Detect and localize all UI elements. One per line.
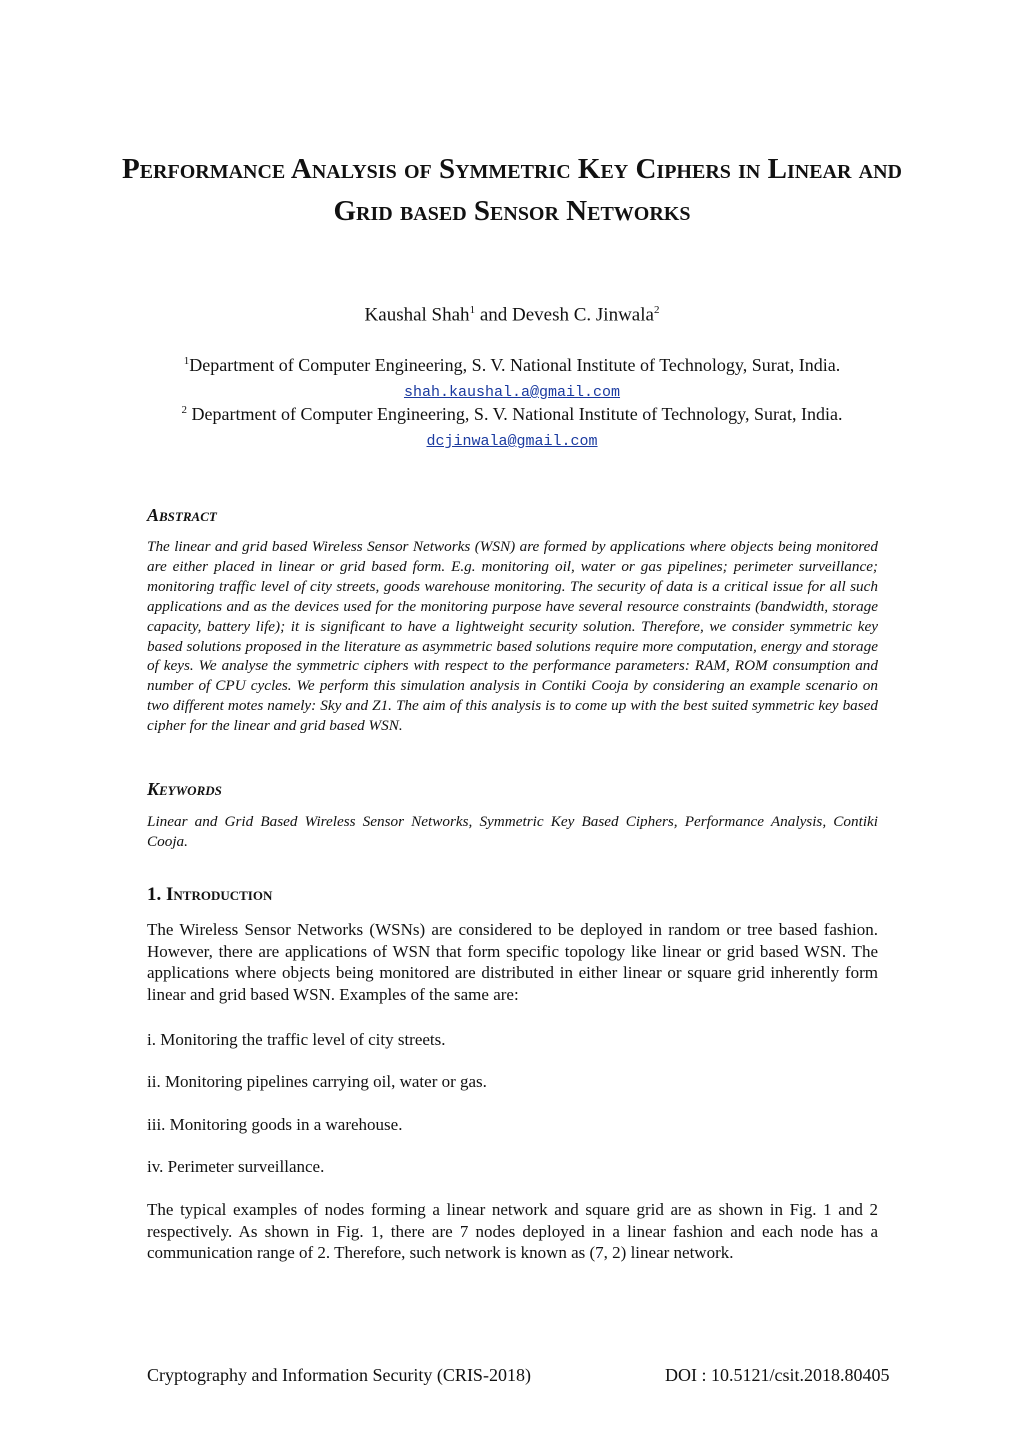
email-link[interactable]: shah.kaushal.a@gmail.com [403, 384, 621, 401]
authors [0, 304, 1024, 326]
aff-sup: 2 [181, 404, 188, 416]
footer-conference: Cryptography and Information Security (CRIS-2018) [147, 1365, 531, 1385]
paper-title: Performance Analysis of Symmetric Key Ciphers in Linear and Grid based Sensor Networks [121, 153, 902, 227]
aff-sup: 1 [183, 355, 190, 367]
keywords-heading: Keywords [147, 779, 222, 799]
list-item: ii. Monitoring pipelines carrying oil, water or gas. [147, 1072, 487, 1091]
intro-paragraph-2: The typical examples of nodes forming a linear network and square grid are as shown in Fig. 1 and 2 respectively. As shown in Fig. 1, there are 7 nodes deployed in a linear fashion and each node has a communication range of 2. Therefore, such network is known as (7, 2) linear network. [147, 1200, 878, 1263]
email-link[interactable]: dcjinwala@gmail.com [426, 433, 598, 450]
author-1-sup: 1 [469, 304, 476, 316]
author-1: Kaushal Shah [364, 304, 470, 326]
list-item: iii. Monitoring goods in a warehouse. [147, 1115, 403, 1134]
list-item: i. Monitoring the traffic level of city streets. [147, 1030, 446, 1049]
footer-doi: DOI : 10.5121/csit.2018.80405 [665, 1365, 890, 1385]
section-heading: 1. Introduction [147, 884, 273, 905]
abstract-text: The linear and grid based Wireless Sensor Networks (WSN) are formed by applications where objects being monitored are either placed in linear or grid based form. E.g. monitoring oil, water or gas pipelines; perimeter surveillance; monitoring traffic level of city streets, goods warehouse monitoring. The security of data is a critical issue for all such applications and as the devices used for the monitoring purpose have several resource constraints (bandwidth, storage capacity, battery life); it is significant to have a lightweight security solution. Therefore, we consider symmetric key based solutions proposed in the literature as asymmetric based solutions require more computation, energy and storage of keys. We analyse the symmetric ciphers with respect to the performance parameters: RAM, ROM consumption and number of CPU cycles. We perform this simulation analysis in Contiki Cooja by considering an example scenario on two different motes namely: Sky and Z1. The aim of this analysis is to come up with the best suited symmetric key based cipher for the linear and grid based WSN. [147, 538, 878, 735]
list-item: iv. Perimeter surveillance. [147, 1157, 325, 1176]
affiliation-1 [130, 349, 894, 405]
aff-text: Department of Computer Engineering, S. V. National Institute of Technology, Surat, India. [187, 404, 843, 424]
aff-text: Department of Computer Engineering, S. V. National Institute of Technology, Surat, India. [189, 355, 841, 375]
abstract-heading: Abstract [147, 505, 217, 525]
intro-paragraph-1: The Wireless Sensor Networks (WSNs) are considered to be deployed in random or tree based fashion. However, there are applications of WSN that form specific topology like linear or grid based WSN. The applications where objects being monitored are distributed in either linear or square grid inherently form linear and grid based WSN. Examples of the same are: [147, 920, 878, 1004]
affiliation-2 [130, 398, 894, 454]
author-2: and Devesh C. Jinwala [475, 304, 654, 326]
author-2-sup: 2 [653, 304, 660, 316]
keywords-text: Linear and Grid Based Wireless Sensor Networks, Symmetric Key Based Ciphers, Performance Analysis, Contiki Cooja. [147, 813, 878, 850]
